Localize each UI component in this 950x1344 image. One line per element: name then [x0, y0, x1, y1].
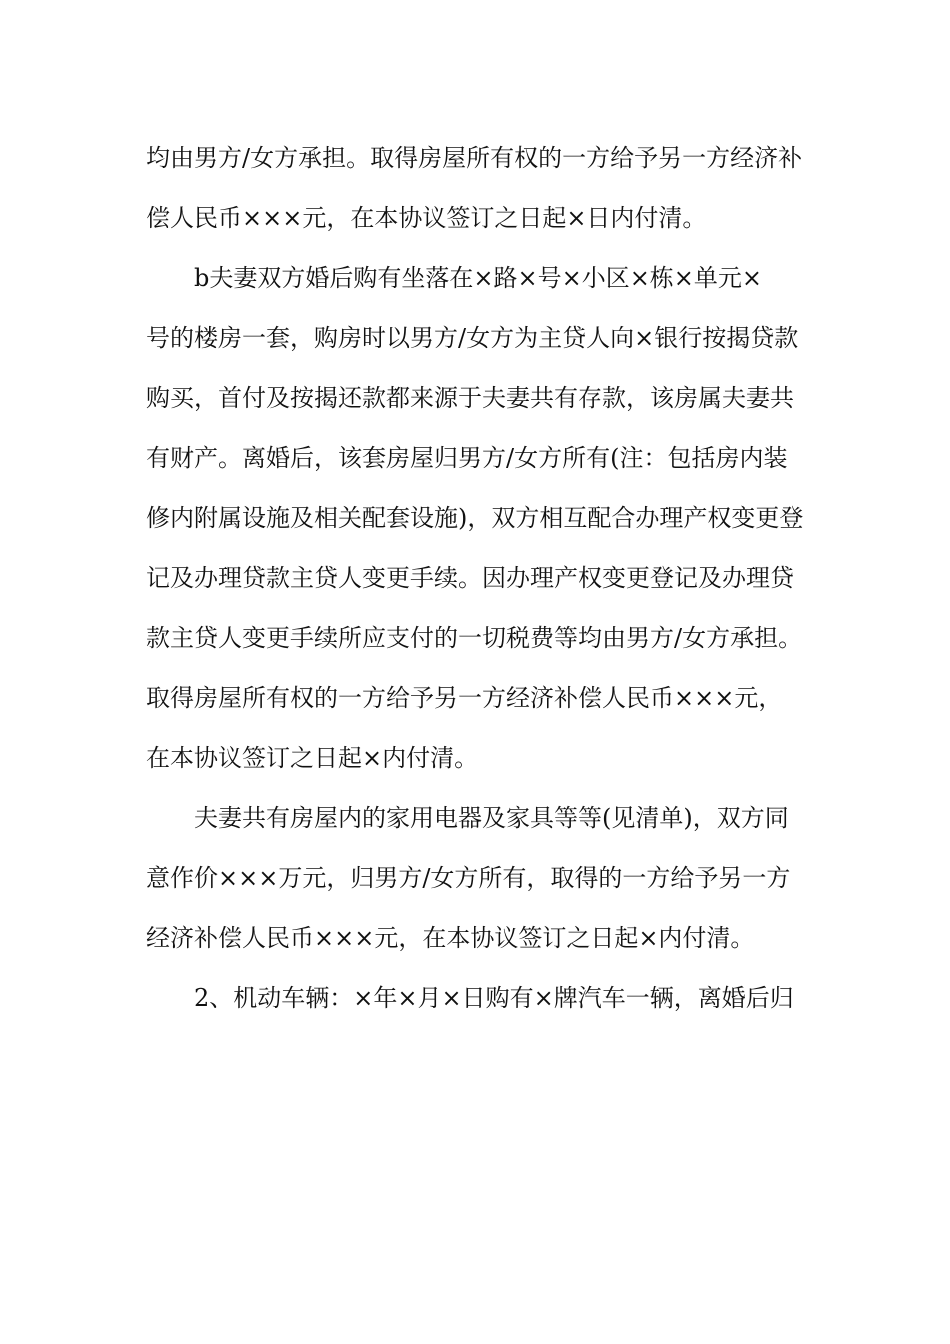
text-line: 在本协议签订之日起×内付清。 — [146, 744, 479, 772]
text-line: 均由男方/女方承担。取得房屋所有权的一方给予另一方经济补 — [146, 144, 803, 172]
text-line: 修内附属设施及相关配套设施)，双方相互配合办理产权变更登 — [146, 504, 804, 532]
text-line: 款主贷人变更手续所应支付的一切税费等均由男方/女方承担。 — [146, 624, 803, 652]
text-line: 有财产。离婚后，该套房屋归男方/女方所有(注：包括房内装 — [146, 444, 788, 472]
text-line: 取得房屋所有权的一方给予另一方经济补偿人民币×××元， — [146, 684, 783, 712]
text-line: 记及办理贷款主贷人变更手续。因办理产权变更登记及办理贷 — [146, 564, 794, 592]
text-line: 2、机动车辆：×年×月×日购有×牌汽车一辆，离婚后归 — [194, 984, 794, 1012]
document-body — [146, 128, 816, 1028]
text-line: b夫妻双方婚后购有坐落在×路×号×小区×栋×单元× — [194, 264, 763, 292]
text-line: 经济补偿人民币×××元，在本协议签订之日起×内付清。 — [146, 924, 755, 952]
text-line: 偿人民币×××元，在本协议签订之日起×日内付清。 — [146, 204, 707, 232]
text-line: 夫妻共有房屋内的家用电器及家具等等(见清单)，双方同 — [194, 804, 789, 832]
text-line: 号的楼房一套，购房时以男方/女方为主贷人向×银行按揭贷款 — [146, 324, 799, 352]
text-line: 购买，首付及按揭还款都来源于夫妻共有存款，该房属夫妻共 — [146, 384, 794, 412]
text-line: 意作价×××万元，归男方/女方所有，取得的一方给予另一方 — [146, 864, 791, 892]
